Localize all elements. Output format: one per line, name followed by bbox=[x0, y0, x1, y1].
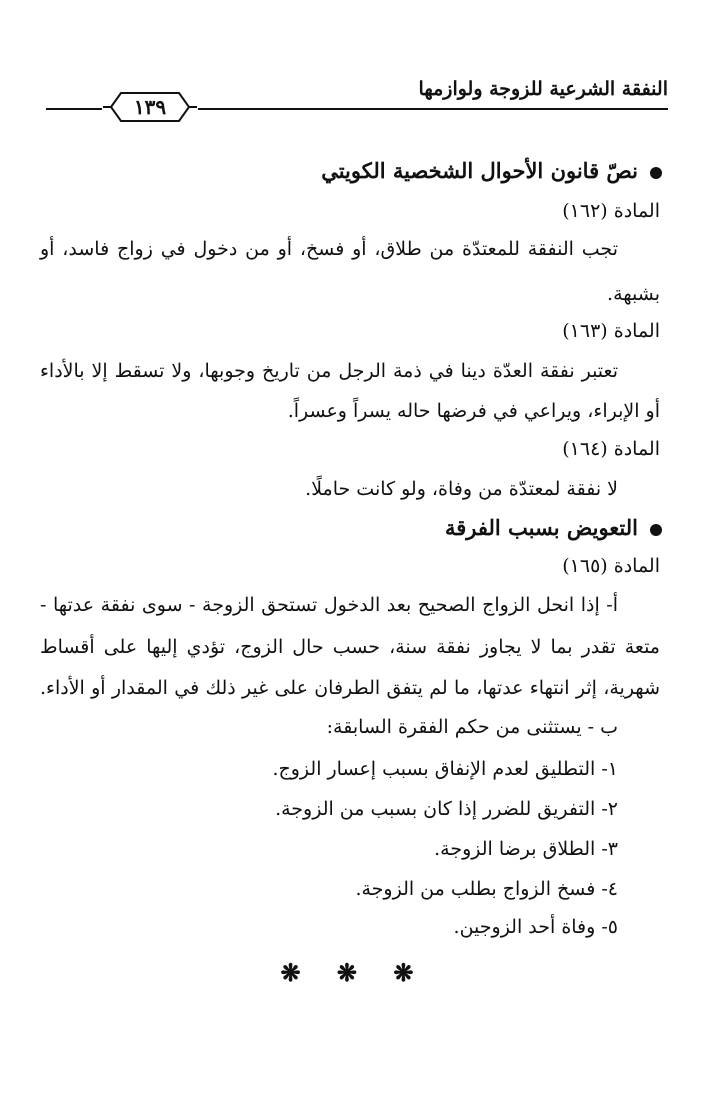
article-165-para-b-intro: ب - يستثنى من حكم الفقرة السابقة: bbox=[326, 716, 618, 738]
exception-item-4: ٤- فسخ الزواج بطلب من الزوجة. bbox=[355, 878, 618, 900]
header-rule-left bbox=[46, 108, 102, 110]
section-heading-kuwaiti-law bbox=[40, 158, 662, 184]
article-163-label: المادة (١٦٣) bbox=[562, 320, 660, 342]
article-162-line-2: بشبهة. bbox=[607, 283, 660, 305]
running-title: النفقة الشرعية للزوجة ولوازمها bbox=[418, 78, 668, 100]
article-164-label: المادة (١٦٤) bbox=[562, 438, 660, 460]
article-164-line-1: لا نفقة لمعتدّة من وفاة، ولو كانت حاملًا. bbox=[305, 478, 618, 500]
exception-item-2: ٢- التفريق للضرر إذا كان بسبب من الزوجة. bbox=[275, 798, 618, 820]
article-165-para-a-line-1: أ- إذا انحل الزواج الصحيح بعد الدخول تستحق الزوجة - سوى نفقة عدتها - bbox=[40, 594, 618, 616]
article-163-line-1: تعتبر نفقة العدّة دينا في ذمة الرجل من تاريخ وجوبها، ولا تسقط إلا بالأداء bbox=[40, 360, 618, 382]
section-title: نصّ قانون الأحوال الشخصية الكويتي bbox=[321, 158, 638, 183]
exception-item-1: ١- التطليق لعدم الإنفاق بسبب إعسار الزوج. bbox=[272, 758, 618, 780]
page-number-badge bbox=[103, 90, 197, 124]
page-number: ١٣٩ bbox=[133, 95, 167, 119]
article-165-label: المادة (١٦٥) bbox=[562, 555, 660, 577]
section-title: التعويض بسبب الفرقة bbox=[444, 515, 638, 540]
article-162-label: المادة (١٦٢) bbox=[562, 200, 660, 222]
section-heading-compensation bbox=[40, 515, 662, 541]
article-162-line-1: تجب النفقة للمعتدّة من طلاق، أو فسخ، أو من دخول في زواج فاسد، أو bbox=[40, 238, 618, 260]
article-165-para-a-line-2: متعة تقدر بما لا يجاوز نفقة سنة، حسب حال الزوج، تؤدي إليها على أقساط bbox=[40, 636, 660, 658]
section-end-ornament: ❋ ❋ ❋ bbox=[280, 958, 428, 987]
page-header bbox=[40, 70, 668, 130]
exception-item-3: ٣- الطلاق برضا الزوجة. bbox=[434, 838, 618, 860]
header-rule-right bbox=[198, 108, 668, 110]
exception-item-5: ٥- وفاة أحد الزوجين. bbox=[453, 916, 618, 938]
bullet-icon bbox=[650, 524, 662, 536]
article-163-line-2: أو الإبراء، ويراعي في فرضها حاله يسراً وعسراً. bbox=[287, 400, 660, 422]
bullet-icon bbox=[650, 167, 662, 179]
article-165-para-a-line-3: شهرية، إثر انتهاء عدتها، ما لم يتفق الطرفان على غير ذلك في المقدار أو الأداء. bbox=[40, 677, 660, 699]
